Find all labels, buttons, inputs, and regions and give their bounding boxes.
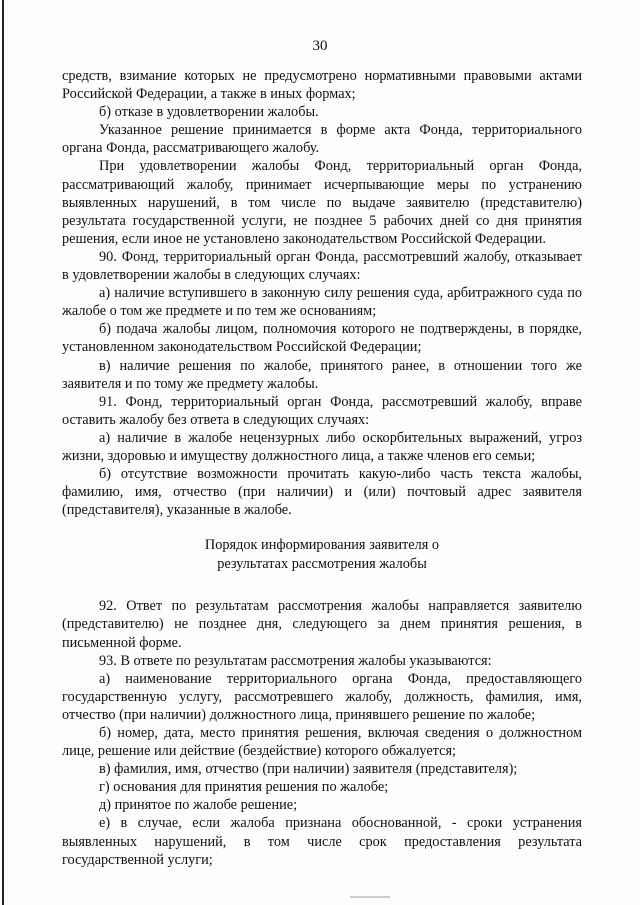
- paragraph: средств, взимание которых не предусмотрено нормативными правовыми актами Российской Федерации, а также в иных формах;: [62, 68, 582, 103]
- section-heading: [62, 536, 582, 574]
- section-heading-line: Порядок информирования заявителя о: [204, 537, 440, 554]
- paragraph: б) отсутствие возможности прочитать какую-либо часть текста жалобы, фамилию, имя, отчество (при наличии) и (или) почтовый адрес заявителя (представителя), указанные в жалобе.: [62, 466, 582, 519]
- paragraph: б) отказе в удовлетворении жалобы.: [99, 104, 319, 121]
- paragraph: 93. В ответе по результатам рассмотрения жалобы указываются:: [99, 652, 492, 669]
- paragraph: а) наличие в жалобе нецензурных либо оскорбительных выражений, угроз жизни, здоровью и имуществу должностного лица, а также членов его семьи;: [62, 429, 582, 464]
- section-heading-line: результатах рассмотрения жалобы: [217, 556, 427, 573]
- paragraph: а) наличие вступившего в законную силу решения суда, арбитражного суда по жалобе о том же предмете и по тем же основаниям;: [62, 285, 582, 320]
- paragraph: в) фамилия, имя, отчество (при наличии) заявителя (представителя);: [99, 761, 518, 778]
- paragraph: б) подача жалобы лицом, полномочия которого не подтверждены, в порядке, установленном законодательством Российской Федерации;: [62, 321, 582, 356]
- paragraph: 90. Фонд, территориальный орган Фонда, рассмотревший жалобу, отказывает в удовлетворении жалобы в следующих случаях:: [62, 248, 582, 284]
- paragraph: г) основания для принятия решения по жалобе;: [99, 779, 389, 796]
- scan-artifact: [350, 896, 390, 898]
- paragraph: 92. Ответ по результатам рассмотрения жалобы направляется заявителю (представителю) не позднее дня, следующего за днем принятия решения, в письменной форме.: [62, 598, 582, 651]
- paragraph: 91. Фонд, территориальный орган Фонда, рассмотревший жалобу, вправе оставить жалобу без ответа в следующих случаях:: [62, 393, 582, 428]
- paragraph: б) номер, дата, место принятия решения, включая сведения о должностном лице, решение или действие (бездействие) которого обжалуется;: [62, 725, 582, 760]
- paragraph: а) наименование территориального органа Фонда, предоставляющего государственную услугу, рассмотревшего жалобу, должность, фамилия, имя, отчество (при наличии) должностного лица, принявшего решение по жалобе;: [62, 670, 582, 723]
- page-number: 30: [312, 38, 328, 54]
- document-body: [62, 67, 582, 869]
- scan-border: [2, 0, 4, 905]
- paragraph: При удовлетворении жалобы Фонд, территориальный орган Фонда, рассматривающий жалобу, принимает исчерпывающие меры по устранению выявленных нарушений, в том числе по выдаче заявителю (представителю) результата государственной услуги, не позднее 5 рабочих дней со дня принятия решения, если иное не установлено законодательством Российской Федерации.: [62, 158, 582, 247]
- paragraph: в) наличие решения по жалобе, принятого ранее, в отношении того же заявителя и по тому же предмету жалобы.: [62, 357, 582, 392]
- paragraph: д) принятое по жалобе решение;: [99, 797, 298, 814]
- paragraph: Указанное решение принимается в форме акта Фонда, территориального органа Фонда, рассматривающего жалобу.: [62, 122, 582, 157]
- paragraph: е) в случае, если жалоба признана обоснованной, - сроки устранения выявленных нарушений, в том числе срок предоставления результата государственной услуги;: [62, 815, 582, 868]
